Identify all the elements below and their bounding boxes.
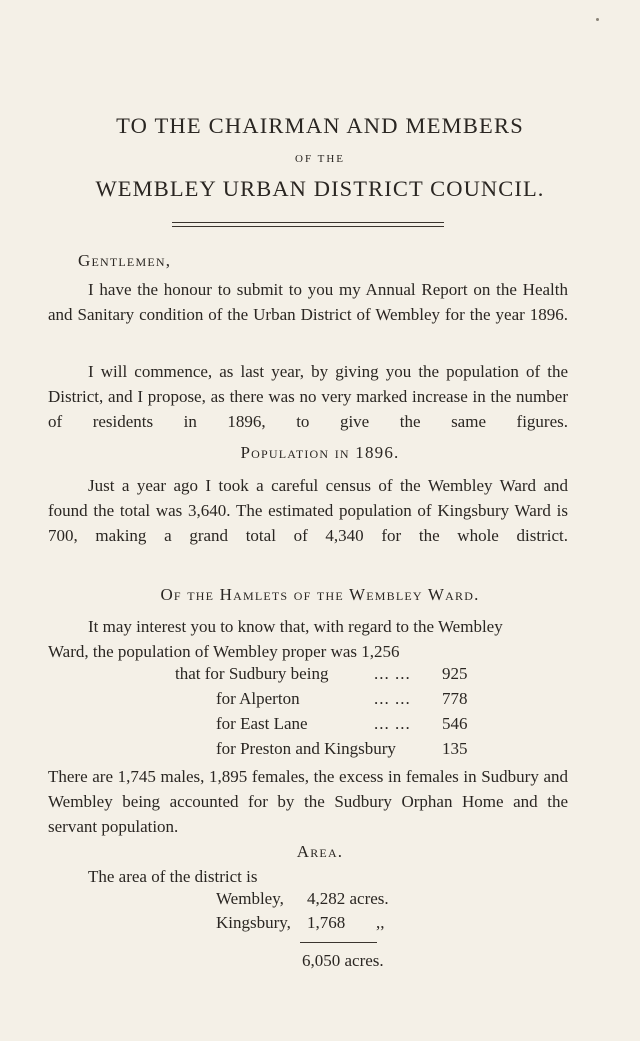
paragraph-population-intro: I will commence, as last year, by giving you the population of the District, and I propose, as there was no very marked increase in the number of residents in 1896, to give the same figures. [48, 362, 568, 431]
hamlets-intro-line-1: It may interest you to know that, with regard to the Wembley [88, 617, 503, 636]
section-title-area: Area. [296, 842, 344, 861]
heading-line-1: TO THE CHAIRMAN AND MEMBERS [116, 113, 524, 138]
paragraph-census: Just a year ago I took a careful census of the Wembley Ward and found the total was 3,640. The estimated population of Kingsbury Ward is 700, making a grand total of 4,340 for the whole district. [48, 476, 568, 545]
hamlet-dots-east-lane: ... ... [374, 714, 411, 733]
area-value-wembley: 4,282 acres. [307, 889, 389, 908]
hamlet-dots-alperton: ... ... [374, 689, 411, 708]
hamlet-dots-sudbury: ... ... [374, 664, 411, 683]
area-value-kingsbury: 1,768 [307, 913, 346, 932]
section-title-population: Population in 1896. [240, 443, 400, 462]
hamlet-row-alperton [216, 689, 300, 709]
hamlet-row-east-lane [216, 714, 308, 734]
hamlet-value-sudbury: 925 [442, 664, 468, 683]
hamlet-value-preston-kingsbury: 135 [442, 739, 468, 758]
area-total: 6,050 acres. [302, 951, 384, 970]
page-speck [596, 18, 599, 21]
area-sum-rule [300, 942, 377, 943]
double-rule-top [172, 222, 444, 223]
hamlet-label: for Preston and Kingsbury [216, 739, 396, 758]
hamlet-value-alperton: 778 [442, 689, 468, 708]
hamlet-row-sudbury [175, 664, 328, 684]
area-unit-kingsbury: ,, [376, 913, 385, 932]
heading-line-3: WEMBLEY URBAN DISTRICT COUNCIL. [95, 176, 545, 201]
section-title-hamlets: Of the Hamlets of the Wembley Ward. [160, 585, 480, 604]
paragraph-report-intro: I have the honour to submit to you my Annual Report on the Health and Sanitary condition of the Urban District of Wembley for the year 1896. [48, 280, 568, 324]
hamlet-label: that for Sudbury being [175, 664, 329, 683]
double-rule-bottom [172, 226, 444, 227]
salutation: Gentlemen, [78, 251, 172, 270]
hamlet-row-preston-kingsbury [216, 739, 396, 759]
hamlet-value-east-lane: 546 [442, 714, 468, 733]
hamlet-label: for Alperton [216, 689, 300, 708]
heading-line-2: OF THE [295, 153, 345, 165]
hamlets-intro-line-2: Ward, the population of Wembley proper was 1,256 [48, 642, 400, 661]
paragraph-males-females: There are 1,745 males, 1,895 females, the excess in females in Sudbury and Wembley being accounted for by the Sudbury Orphan Home and the servant population. [48, 767, 568, 836]
area-intro: The area of the district is [88, 867, 258, 886]
area-label-wembley: Wembley, [216, 889, 284, 908]
hamlet-label: for East Lane [216, 714, 308, 733]
area-label-kingsbury: Kingsbury, [216, 913, 291, 932]
